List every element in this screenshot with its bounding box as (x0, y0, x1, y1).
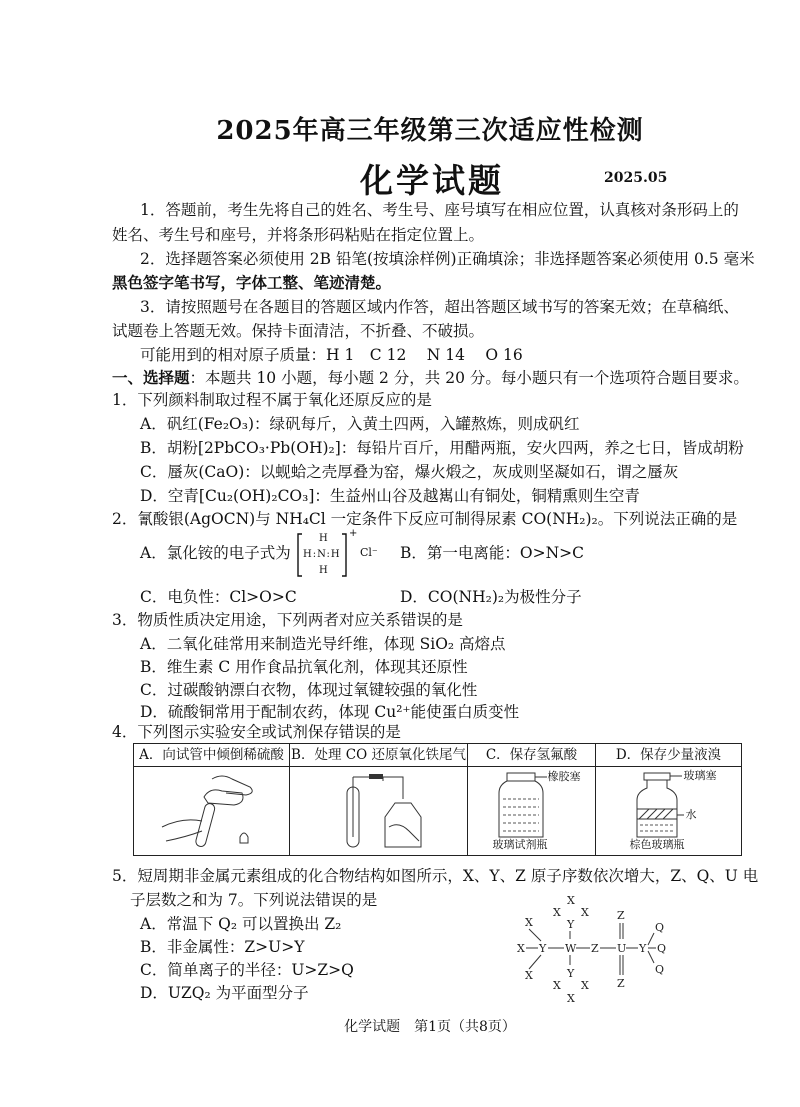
section-label: 一、选择题 (112, 368, 190, 387)
q5-stem: 5．短周期非金属元素组成的化合物结构如图所示，X、Y、Z 原子序数依次增大，Z、Q、U 电 (112, 867, 759, 885)
q5-option-a: A．常温下 Q₂ 可以置换出 Z₂ (140, 915, 342, 933)
instruction-1-cont: 姓名、考生号和座号，并将条形码粘贴在指定位置上。 (112, 226, 485, 244)
atom-label: X (517, 942, 525, 955)
q3-option-b: B．维生素 C 用作食品抗氧化剂，体现其还原性 (140, 658, 468, 676)
instruction-2: 2．选择题答案必须使用 2B 铅笔(按填涂样例)正确填涂；非选择题答案必须使用 0.5 毫米 (140, 250, 755, 268)
q2-option-a: A．氯化铵的电子式为 (140, 544, 291, 562)
atom-label: W (565, 942, 577, 955)
ef-charge: + (349, 528, 358, 539)
ef-middle: H:N:H (303, 549, 341, 560)
q5-option-c: C．简单离子的半径：U>Z>Q (140, 961, 354, 979)
q1-option-c: C．蜃灰(CaO)：以蚬蛤之壳厚叠为窑，爆火煅之，灰成则坚凝如石，谓之蜃灰 (140, 463, 679, 481)
page-footer: 化学试题 第1页（共8页） (344, 1019, 516, 1035)
q1-option-d: D．空青[Cu₂(OH)₂CO₃]：生益州山谷及越嶲山有铜处，铜精熏则生空青 (140, 487, 640, 505)
q4-header-a: A．向试管中倾倒稀硫酸 (134, 744, 290, 767)
ef-bottom-h: H (319, 565, 328, 576)
q1-stem: 1．下列颜料制取过程不属于氧化还原反应的是 (112, 391, 432, 409)
q4-figure-table (133, 743, 742, 856)
q1-option-b: B．胡粉[2PbCO₃·Pb(OH)₂]：每铅片百斤，用醋两瓶，安火四两，养之七日，皆成胡粉 (140, 439, 744, 457)
q5-stem-cont: 子层数之和为 7。下列说法错误的是 (130, 891, 378, 909)
atom-label: Y (567, 967, 575, 980)
atom-label: Z (617, 909, 625, 922)
q3-option-c: C．过碳酸钠漂白衣物，体现过氧键较强的氧化性 (140, 681, 478, 699)
q3-option-d: D．硫酸铜常用于配制农药，体现 Cu²⁺能使蛋白质变性 (140, 703, 520, 721)
atomic-masses: 可能用到的相对原子质量：H 1 C 12 N 14 O 16 (140, 346, 523, 364)
atom-label: X (525, 916, 533, 929)
q4-figure-a (134, 767, 290, 856)
q4-figure-d (596, 767, 742, 856)
q5-option-d: D．UZQ₂ 为平面型分子 (140, 984, 309, 1002)
atom-label: Q (657, 942, 667, 955)
instruction-3-cont: 试题卷上答题无效。保持卡面清洁，不折叠、不破损。 (112, 322, 485, 340)
atom-label: U (617, 942, 627, 955)
atom-label: X (581, 979, 589, 992)
label-brown-glass-bottle: 棕色玻璃瓶 (629, 838, 685, 851)
atom-label: X (525, 969, 533, 982)
atom-label: Z (617, 977, 625, 990)
atom-label: Y (639, 942, 647, 955)
subject-title: 化学试题 (360, 161, 504, 200)
instruction-1: 1．答题前，考生先将自己的姓名、考生号、座号填写在相应位置，认真核对条形码上的 (140, 201, 739, 219)
q5-structure-diagram (515, 895, 669, 1007)
pouring-acid-illustration (152, 767, 272, 851)
q4-header-b: B．处理 CO 还原氧化铁尾气 (290, 744, 468, 767)
q3-option-a: A．二氧化硅常用来制造光导纤维，体现 SiO₂ 高熔点 (140, 635, 506, 653)
q2-option-b: B．第一电离能：O>N>C (400, 544, 584, 562)
atom-label: Y (539, 942, 547, 955)
label-glass-reagent-bottle: 玻璃试剂瓶 (492, 838, 548, 851)
co-tail-gas-apparatus (319, 767, 439, 851)
atom-label: X (553, 906, 561, 919)
q4-header-c: C．保存氢氟酸 (468, 744, 596, 767)
q4-figure-c (468, 767, 596, 856)
atom-label: Q (655, 921, 665, 934)
atom-label: Y (567, 918, 575, 931)
atom-label: Z (591, 942, 599, 955)
label-water: 水 (685, 808, 697, 821)
atom-label: X (553, 979, 561, 992)
section-heading (112, 368, 749, 388)
atom-label: X (567, 992, 575, 1005)
q1-option-a: A．矾红(Fe₂O₃)：绿矾每斤，入黄土四两，入罐熬炼，则成矾红 (140, 415, 580, 433)
q4-figure-b (290, 767, 468, 856)
ef-anion: Cl⁻ (360, 546, 378, 559)
q2-option-c: C．电负性：Cl>O>C (140, 588, 297, 606)
q3-stem: 3．物质性质决定用途，下列两者对应关系错误的是 (112, 611, 463, 629)
label-rubber-stopper: 橡胶塞 (547, 770, 581, 783)
label-glass-stopper: 玻璃塞 (683, 769, 717, 782)
exam-date: 2025.05 (604, 170, 668, 186)
atom-label: Q (655, 963, 665, 976)
instruction-2-cont: 黑色签字笔书写，字体工整、笔迹清楚。 (112, 273, 392, 292)
instruction-3: 3．请按照题号在各题目的答题区域内作答，超出答题区域书写的答案无效；在草稿纸、 (140, 298, 739, 316)
q2-option-d: D．CO(NH₂)₂为极性分子 (400, 588, 582, 606)
ef-top-h: H (319, 533, 328, 544)
atom-label: X (567, 895, 575, 907)
q4-header-d: D．保存少量液溴 (596, 744, 742, 767)
q5-option-b: B．非金属性：Z>U>Y (140, 938, 305, 956)
electron-formula (296, 528, 358, 578)
section-text: ：本题共 10 小题，每小题 2 分，共 20 分。每小题只有一个选项符合题目要求。 (189, 369, 749, 387)
q4-stem: 4．下列图示实验安全或试剂保存错误的是 (112, 723, 401, 741)
exam-title: 2025年高三年级第三次适应性检测 (216, 116, 644, 146)
q2-stem: 2．氰酸银(AgOCN)与 NH₄Cl 一定条件下反应可制得尿素 CO(NH₂)₂。下列说法正确的是 (112, 510, 738, 528)
atom-label: X (581, 906, 589, 919)
